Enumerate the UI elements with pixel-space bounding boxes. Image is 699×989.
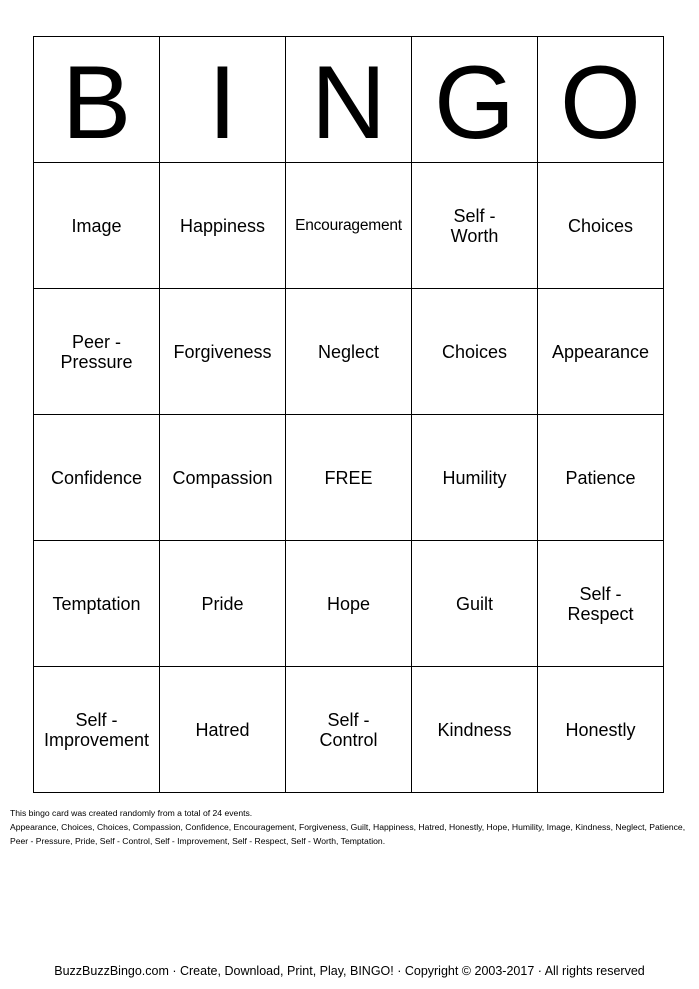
bingo-row [34, 163, 664, 289]
header-letter-i: I [160, 37, 286, 163]
created-note: This bingo card was created randomly from a total of 24 events. [10, 808, 253, 818]
header-letter-g: G [412, 37, 538, 163]
bingo-cell: Confidence [34, 415, 160, 541]
bingo-header-row [34, 37, 664, 163]
footer-text: BuzzBuzzBingo.com · Create, Download, Print, Play, BINGO! · Copyright © 2003-2017 · All rights reserved [54, 964, 645, 978]
bingo-cell: Humility [412, 415, 538, 541]
bingo-cell: Self - Respect [538, 541, 664, 667]
bingo-cell: Self - Worth [412, 163, 538, 289]
bingo-cell: Kindness [412, 667, 538, 793]
bingo-cell: Appearance [538, 289, 664, 415]
events-list: Appearance, Choices, Choices, Compassion, Confidence, Encouragement, Forgiveness, Guilt, Happiness, Hatred, Honestly, Hope, Humility, Image, Kindness, Neglect, Patience, Peer - Pressure, Pride, Self - Control, Self - Improvement, Self - Respect, Self - Worth, Temptation. [10, 822, 686, 846]
bingo-row [34, 667, 664, 793]
bingo-row [34, 541, 664, 667]
bingo-cell: Temptation [34, 541, 160, 667]
bingo-cell: Compassion [160, 415, 286, 541]
bingo-cell: Self - Improvement [34, 667, 160, 793]
header-letter-n: N [286, 37, 412, 163]
bingo-cell: Patience [538, 415, 664, 541]
bingo-cell: Happiness [160, 163, 286, 289]
bingo-card [33, 36, 664, 793]
bingo-cell: Choices [538, 163, 664, 289]
bingo-row [34, 415, 664, 541]
bingo-cell: Image [34, 163, 160, 289]
bingo-cell: Peer - Pressure [34, 289, 160, 415]
bingo-cell: Pride [160, 541, 286, 667]
bingo-cell: Self - Control [286, 667, 412, 793]
bingo-cell: Hatred [160, 667, 286, 793]
bingo-cell: Encouragement [286, 163, 412, 289]
bingo-free-cell: FREE [286, 415, 412, 541]
header-letter-o: O [538, 37, 664, 163]
bingo-cell: Guilt [412, 541, 538, 667]
bingo-cell: Choices [412, 289, 538, 415]
bingo-cell: Neglect [286, 289, 412, 415]
bingo-cell: Hope [286, 541, 412, 667]
bingo-cell: Honestly [538, 667, 664, 793]
header-letter-b: B [34, 37, 160, 163]
bingo-cell: Forgiveness [160, 289, 286, 415]
card-info [10, 806, 690, 848]
bingo-row [34, 289, 664, 415]
